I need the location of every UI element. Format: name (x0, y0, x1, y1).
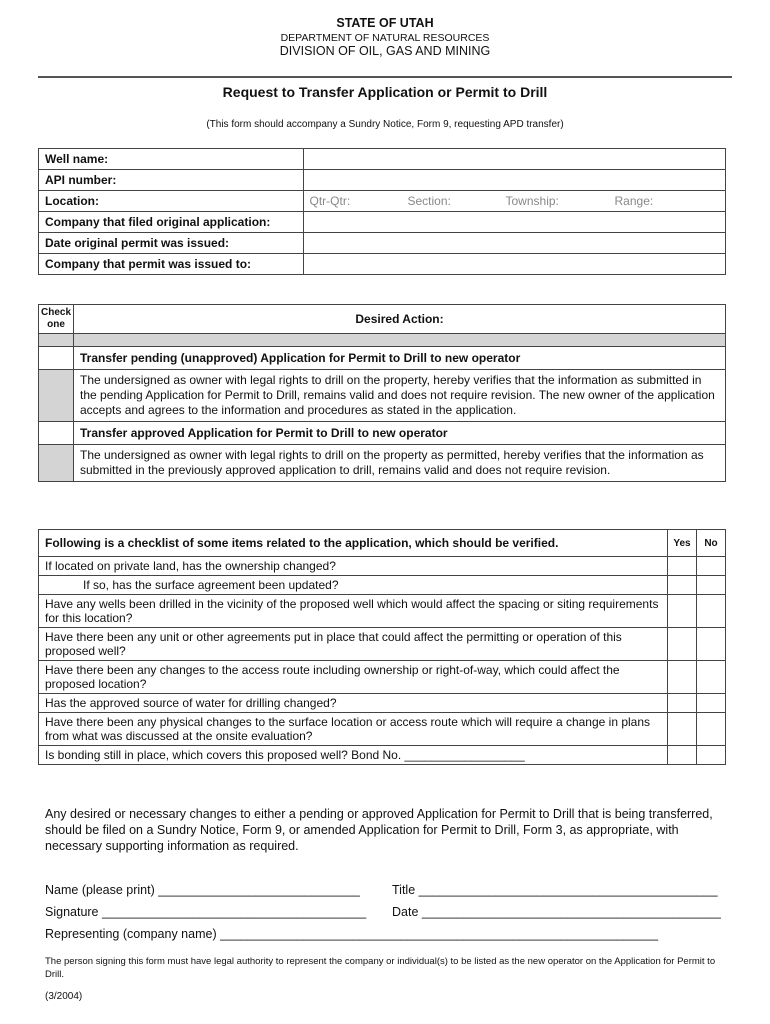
api-number-field[interactable] (303, 170, 726, 191)
state-header: STATE OF UTAH (336, 16, 434, 30)
shaded-spacer (39, 334, 74, 347)
department-header: DEPARTMENT OF NATURAL RESOURCES (280, 32, 490, 44)
yes-checkbox[interactable] (668, 713, 697, 746)
no-checkbox[interactable] (697, 628, 726, 661)
no-header: No (697, 530, 726, 557)
company-filed-label: Company that filed original application: (39, 212, 304, 233)
header-divider (38, 76, 732, 78)
signature-line[interactable]: Signature ______________________________________ (45, 905, 367, 919)
company-issued-to-field[interactable] (303, 254, 726, 275)
checklist-question: Have there been any changes to the access route including ownership or right-of-way, which could affect the proposed location? (39, 661, 668, 694)
checklist-question: Has the approved source of water for drilling changed? (39, 694, 668, 713)
yes-header: Yes (668, 530, 697, 557)
checklist-question: Have any wells been drilled in the vicinity of the proposed well which would affect the spacing or siting requirements for this location? (39, 595, 668, 628)
no-checkbox[interactable] (697, 557, 726, 576)
no-checkbox[interactable] (697, 746, 726, 765)
yes-checkbox[interactable] (668, 628, 697, 661)
no-checkbox[interactable] (697, 694, 726, 713)
yes-checkbox[interactable] (668, 661, 697, 694)
title-line[interactable]: Title ___________________________________________ (392, 883, 718, 897)
instructions-paragraph: Any desired or necessary changes to either a pending or approved Application for Permit to Drill that is being transferred, should be filed on a Sundry Notice, Form 9, or amended Application for Permit to Drill, Form 3, as appropriate, with necessary supporting information as required. (45, 807, 713, 853)
api-number-label: API number: (39, 170, 304, 191)
yes-checkbox[interactable] (668, 595, 697, 628)
form-subtitle: (This form should accompany a Sundry Notice, Form 9, requesting APD transfer) (206, 119, 564, 130)
company-filed-field[interactable] (303, 212, 726, 233)
checklist-question: Have there been any physical changes to the surface location or access route which will require a change in plans from what was discussed at the onsite evaluation? (39, 713, 668, 746)
form-revision-date: (3/2004) (45, 991, 83, 1002)
authority-note: The person signing this form must have legal authority to represent the company or individual(s) to be listed as the new operator on the Application for Permit to Drill. (45, 956, 716, 980)
check-one-header: Check one (39, 305, 74, 334)
range-label: Range: (614, 194, 654, 208)
no-checkbox[interactable] (697, 595, 726, 628)
location-label: Location: (39, 191, 304, 212)
checklist-question: If so, has the surface agreement been updated? (39, 576, 668, 595)
division-header: DIVISION OF OIL, GAS AND MINING (279, 44, 491, 58)
no-checkbox[interactable] (697, 661, 726, 694)
well-name-label: Well name: (39, 149, 304, 170)
approved-transfer-text: The undersigned as owner with legal rights to drill on the property as permitted, hereby verifies that the information as submitted in the previously approved application to drill, remains valid and does not require revision. (74, 445, 726, 482)
shaded-cell (39, 445, 74, 482)
checklist-table (38, 529, 726, 765)
form-title: Request to Transfer Application or Permit to Drill (222, 84, 548, 100)
desired-action-header: Desired Action: (74, 305, 726, 334)
no-checkbox[interactable] (697, 713, 726, 746)
shaded-cell (39, 370, 74, 422)
company-issued-to-label: Company that permit was issued to: (39, 254, 304, 275)
checklist-question: Have there been any unit or other agreements put in place that could affect the permitting or operation of this proposed well? (39, 628, 668, 661)
desired-action-table (38, 304, 726, 482)
yes-checkbox[interactable] (668, 576, 697, 595)
pending-checkbox[interactable] (39, 347, 74, 370)
approved-checkbox[interactable] (39, 422, 74, 445)
pending-transfer-text: The undersigned as owner with legal rights to drill on the property, hereby verifies that the information as submitted in the pending Application for Permit to Drill, remains valid and does not require revision. The new owner of the application accepts and agrees to the information and procedures as stated in the application. (74, 370, 726, 422)
shaded-spacer (74, 334, 726, 347)
checklist-question: Is bonding still in place, which covers this proposed well? Bond No. __________________ (39, 746, 668, 765)
no-checkbox[interactable] (697, 576, 726, 595)
name-line[interactable]: Name (please print) _____________________________ (45, 883, 360, 897)
qtr-qtr-label: Qtr-Qtr: (309, 194, 351, 208)
checklist-header: Following is a checklist of some items related to the application, which should be verified. (39, 530, 668, 557)
yes-checkbox[interactable] (668, 694, 697, 713)
checklist-question: If located on private land, has the ownership changed? (39, 557, 668, 576)
date-line[interactable]: Date ___________________________________________ (392, 905, 721, 919)
approved-transfer-title: Transfer approved Application for Permit to Drill to new operator (74, 422, 726, 445)
well-info-table (38, 148, 726, 275)
representing-line[interactable]: Representing (company name) _______________________________________________________________ (45, 927, 659, 941)
date-issued-field[interactable] (303, 233, 726, 254)
date-issued-label: Date original permit was issued: (39, 233, 304, 254)
yes-checkbox[interactable] (668, 557, 697, 576)
section-label: Section: (407, 194, 451, 208)
yes-checkbox[interactable] (668, 746, 697, 765)
township-label: Township: (505, 194, 559, 208)
location-field[interactable] (303, 191, 726, 212)
pending-transfer-title: Transfer pending (unapproved) Application for Permit to Drill to new operator (74, 347, 726, 370)
well-name-field[interactable] (303, 149, 726, 170)
